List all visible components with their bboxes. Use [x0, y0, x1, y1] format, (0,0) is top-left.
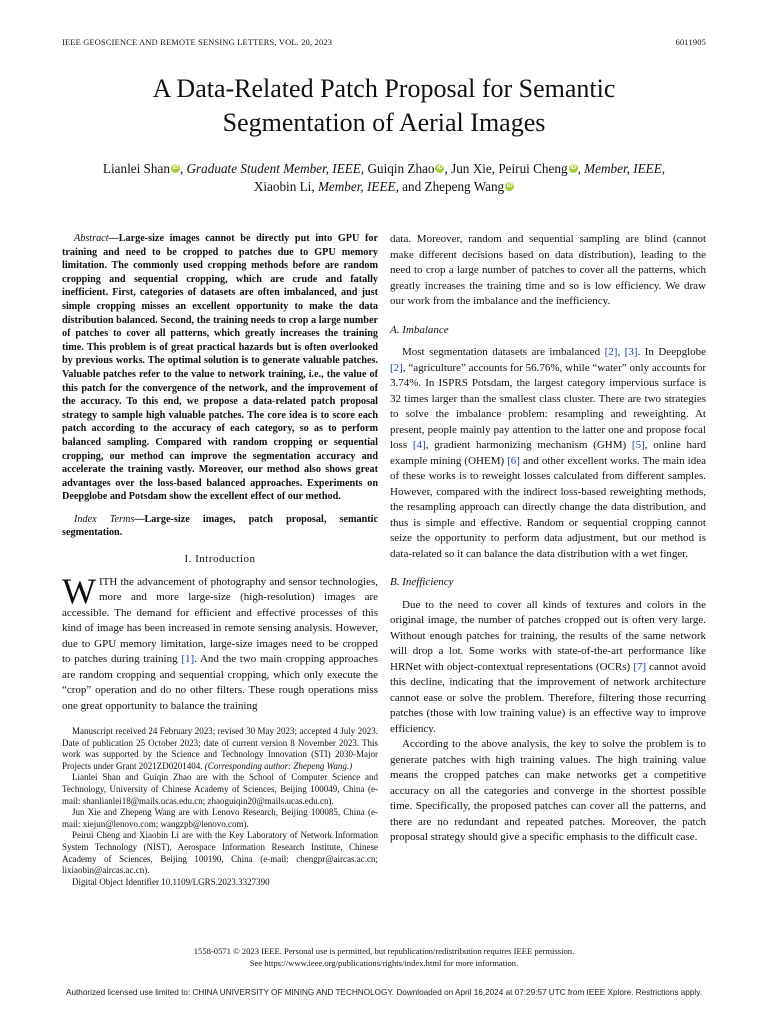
left-column: [62, 232, 378, 888]
footnote-doi[interactable]: Digital Object Identifier 10.1109/LGRS.2023.3327390: [72, 876, 270, 887]
copyright-line: 1558-0571 © 2023 IEEE. Personal use is permitted, but republication/redistribution requires IEEE permission.: [193, 946, 575, 956]
intro-text-b: . And the two main cropping approaches are random cropping and sequential cropping, which only execute the “crop” operation and do no other filters. These rough operations miss one great opportunity to balance the training: [62, 653, 378, 712]
citation-link[interactable]: [1]: [181, 653, 195, 666]
right-column: [390, 232, 706, 846]
author-1-role: Graduate Student Member, IEEE: [186, 161, 361, 176]
drop-cap: W: [62, 570, 96, 611]
author-3: Jun Xie, Peirui Cheng: [451, 161, 568, 176]
footnote-text: Manuscript received 24 February 2023; revised 30 May 2023; accepted 4 July 2023. Date of publication 25 October 2023; date of current version 8 November 2023. This work was supported by the Science and Technology Innovation (STI) 2030-Major Projects under Grant 2021ZD0201404.: [62, 726, 378, 771]
author-2: Guiqin Zhao: [367, 161, 435, 176]
rights-link[interactable]: See https://www.ieee.org/publications/rights/index.html for more information.: [249, 957, 519, 968]
text: cannot avoid this decline, indicating that the improvement of network architecture cannot ease or solve the problem. Therefore, filtering those recurring patches (those with low training value) is an effective way to improve efficiency.: [390, 660, 707, 735]
citation-link[interactable]: [7]: [633, 660, 647, 673]
footnote-affiliation-1: Lianlei Shan and Guiqin Zhao are with the School of Computer Science and Technology, University of Chinese Academy of Sciences, Beijing 100049, China (e-mail: shanlianlei18@mails.ucas.edu.cn; zhaoguiqin20@mails.ucas.edu.cn).: [62, 772, 378, 806]
orcid-icon[interactable]: iD: [570, 165, 577, 171]
copyright-footer: [0, 946, 768, 969]
abstract-text: Large-size images cannot be directly put into GPU for training and need to be cropped to patches due to GPU memory limitation. The commonly used cropping methods before are random cropping and sequential cropping, which are crude and fatally inefficient. First, categories of datasets are often imbalanced, and just simple cropping misses an excellent opportunity to make the data distribution balanced. Second, the training needs to crop a large number of patches to cover all patterns, which greatly increases the training time. This problem is of great practical hazards but is often overlooked by previous works. The optimal solution is to generate valuable patches. Valuable patches refer to the value to network training, i.e., the value of this patch for the convergence of the network, and the improvement of the accuracy. To this end, we propose a data-related patch proposal strategy to sample high valuable patches. The core idea is to score each patch according to the accuracy of each category, so as to perform balanced sampling. Compared with random cropping or sequential cropping, our method can improve the segmentation accuracy and accelerate the training vastly. Moreover, our method also shows great advantages over the loss-based balanced approaches. Experiments on Deepglobe and Potsdam show the excellent effect of our method.: [62, 233, 378, 503]
text: Due to the need to cover all kinds of textures and colors in the original image, the number of patches cropped out is often very large. Without enough patches for training, the results of the same network will drop a lot. Some works with state-of-the-art performance like HRNet with object-contextual representations (OCRs): [390, 598, 706, 673]
running-header: [62, 38, 706, 47]
and-word: and: [402, 179, 422, 194]
journal-name: IEEE GEOSCIENCE AND REMOTE SENSING LETTERS, VOL. 20, 2023: [62, 38, 333, 47]
paper-title: [0, 72, 768, 140]
citation-link[interactable]: [5]: [631, 439, 645, 451]
text: Most segmentation datasets are imbalanced: [402, 346, 605, 358]
orcid-icon[interactable]: iD: [436, 165, 443, 171]
intro-text-a: ITH the advancement of photography and sensor technologies, more and more large-size (high-resolution) images are accessible. The demand for efficient and effective processes of this kind of image has been increased in remote sensing analysis. However, due to GPU memory limitation, large-size images need to be cropped to patches during training: [62, 575, 378, 666]
text: , “agriculture” accounts for 56.76%, while “water” only accounts for 3.74%. In ISPRS Potsdam, the largest category impervious surface is 32 times larger than the smallest class cluster. There are two strategies to solve the imbalance problem: resampling and reweighting. At present, people mainly pay attention to the latter one and propose focal loss: [390, 361, 706, 451]
orcid-icon[interactable]: iD: [506, 183, 513, 189]
intro-paragraph: [62, 570, 378, 715]
author-4: Xiaobin Li,: [253, 179, 315, 194]
text: and other excellent works. The main idea of these works is to reweight losses calculated from different samples. However, compared with the indirect loss-based reweighting methods, the resampling approach can directly change the data distribution, and thus is simple and effective. Random or sequential cropping cannot seize the opportunity to perform data adjustment, but our method is data-related so it can balance the data distribution with a wet finger.: [390, 454, 706, 560]
citation-link[interactable]: [3]: [624, 346, 638, 358]
index-terms-text: Large-size images, patch proposal, semantic segmentation.: [62, 513, 378, 539]
author-1: Lianlei Shan: [102, 161, 170, 176]
inefficiency-paragraph: [390, 598, 706, 738]
citation-link[interactable]: [6]: [507, 454, 520, 467]
text: , gradient harmonizing mechanism (GHM): [425, 439, 632, 451]
subsection-heading-inefficiency: B. Inefficiency: [390, 576, 454, 588]
footnotes: [62, 726, 378, 888]
author-4-role: Member, IEEE,: [317, 179, 399, 194]
citation-link[interactable]: [2]: [604, 346, 618, 358]
subsection-heading-imbalance: A. Imbalance: [390, 323, 449, 336]
title-line-1: A Data-Related Patch Proposal for Semantic: [152, 74, 616, 103]
abstract-label: Abstract: [74, 233, 109, 244]
author-list: Lianlei Shan iD , Graduate Student Member, IEEE, Guiqin Zhao iD , Jun Xie, Peirui Cheng iD , Member, IEEE, Xiaobin Li, Member, IEEE, and Zhepeng Wang iD: [102, 161, 666, 194]
analysis-paragraph: According to the above analysis, the key to solve the problem is to generate patches with high training values. The high training value means the cropped patches can make networks get a competitive accuracy on all the categories and converge in the shortest possible time. Specifically, the proposed patches can cover all the patterns, and there are no redundant and repeated patches. Moreover, the patch proposal strategy should give a specific emphasis to the difficult case.: [390, 738, 706, 843]
corresponding-author: (Corresponding author: Zhepeng Wang.): [204, 760, 353, 771]
section-heading-introduction: I. Introduction: [184, 553, 256, 566]
page-number: 6011905: [675, 38, 706, 47]
index-terms-label: Index Terms: [74, 513, 135, 525]
citation-link[interactable]: [2]: [390, 361, 403, 374]
orcid-icon[interactable]: iD: [172, 165, 179, 171]
title-line-2: Segmentation of Aerial Images: [222, 108, 546, 137]
author-5: Zhepeng Wang: [424, 179, 505, 194]
abstract: Abstract—Large-size images cannot be directly put into GPU for training and need to be cropped to patches due to GPU memory limitation. The commonly used cropping methods before are random cropping and sequential cropping, which are crude and fatally inefficient. First, categories of datasets are often imbalanced, and just simple cropping misses an excellent opportunity to make the data distribution balanced. Second, the training needs to crop a large number of patches to cover all patterns, which greatly increases the training time. This problem is of great practical hazards but is often overlooked by previous works. The optimal solution is to generate valuable patches. Valuable patches refer to the value to network training, i.e., the value of this patch for the convergence of the network, and the improvement of the accuracy. To this end, we propose a data-related patch proposal strategy to sample high valuable patches. The core idea is to score each patch according to the accuracy of each category, so as to perform balanced sampling. Compared with random cropping or sequential cropping, our method can improve the segmentation accuracy and accelerate the training vastly. Moreover, our method also shows great advantages over the loss-based balanced approaches. Experiments on Deepglobe and Potsdam show the excellent effect of our method.: [62, 233, 378, 503]
citation-link[interactable]: [4]: [412, 439, 426, 451]
index-terms: Index Terms—Large-size images, patch proposal, semantic segmentation.: [62, 513, 378, 539]
footnote-affiliation-3: Peirui Cheng and Xiaobin Li are with the Key Laboratory of Network Information System Technology (NIST), Aerospace Information Research Institute, Chinese Academy of Sciences, Beijing 100190, China (e-mail: chengpr@aircas.ac.cn; lixiaobin@aircas.ac.cn).: [62, 830, 378, 876]
footnote-manuscript: [62, 726, 378, 772]
paragraph-continued: data. Moreover, random and sequential sampling are blind (cannot make different decisions based on data distribution), leading to the need to crop a large number of patches to cover all the patterns, which greatly increases the training time and so is low efficiency. We draw our work from the imbalance and the inefficiency.: [390, 233, 706, 307]
text: , online hard example mining (OHEM): [390, 439, 707, 467]
text: . In Deepglobe: [637, 346, 707, 358]
footnote-affiliation-2: Jun Xie and Zhepeng Wang are with Lenovo Research, Beijing 100085, China (e-mail: xiejun@lenovo.com; wangzpb@lenovo.com).: [62, 807, 378, 829]
license-notice: Authorized licensed use limited to: CHINA UNIVERSITY OF MINING AND TECHNOLOGY. Downloaded on April 16,2024 at 07:29:57 UTC from IEEE Xplore. Restrictions apply.: [65, 988, 702, 997]
imbalance-paragraph: Most segmentation datasets are imbalanced [2], [3]. In Deepglobe [2], “agriculture” accounts for 56.76%, while “water” only accounts for 3.74%. In ISPRS Potsdam, the largest category impervious surface is 32 times larger than the smallest class cluster. There are two strategies to solve the imbalance problem: resampling and reweighting. At present, people mainly pay attention to the latter one and propose focal loss [4], gradient harmonizing mechanism (GHM) [5], online hard example mining (OHEM) [6] and other excellent works. The main idea of these works is to reweight losses calculated from different samples. However, compared with the indirect loss-based reweighting methods, the resampling approach can directly change the data distribution, and thus is simple and effective. Random or sequential cropping cannot seize the opportunity to perform data adjustment, but our method is data-related so it can balance the data distribution with a wet finger.: [390, 346, 707, 560]
author-3-role: Member, IEEE: [584, 161, 662, 176]
